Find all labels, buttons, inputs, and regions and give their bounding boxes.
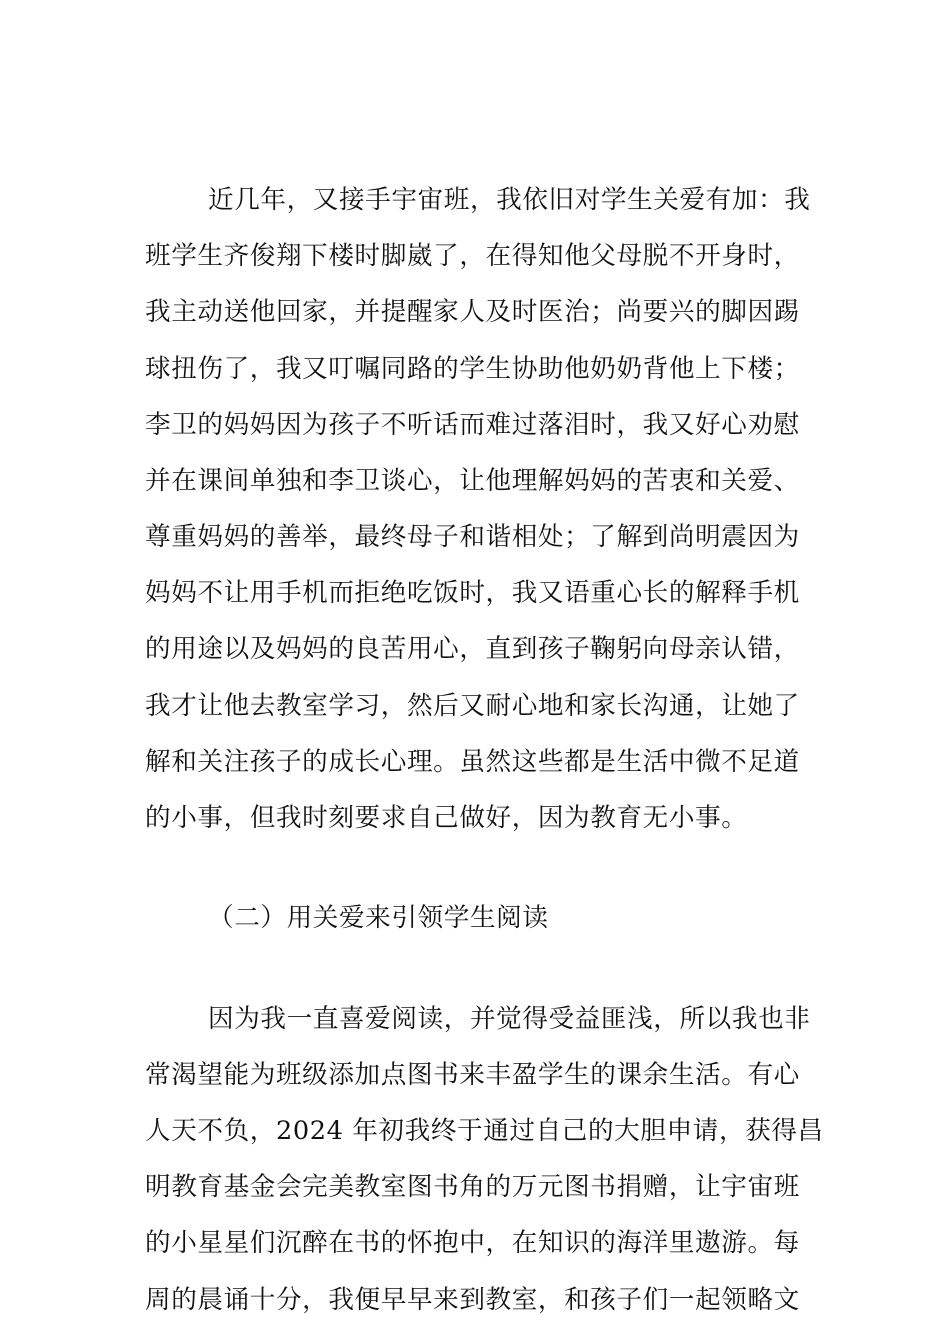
paragraph-2-line-3: 人天不负，2024 年初我终于通过自己的大胆申请，获得昌: [145, 1116, 824, 1146]
paragraph-1-line-9: 的用途以及妈妈的良苦用心，直到孩子鞠躬向母亲认错，: [145, 634, 800, 664]
paragraph-2-line-1: 因为我一直喜爱阅读，并觉得受益匪浅，所以我也非: [208, 1004, 811, 1034]
paragraph-1-line-8: 妈妈不让用手机而拒绝吃饭时，我又语重心长的解释手机: [145, 578, 800, 608]
paragraph-1-line-1: 近几年，又接手宇宙班，我依旧对学生关爱有加：我: [208, 185, 811, 215]
paragraph-2-line-2: 常渴望能为班级添加点图书来丰盈学生的课余生活。有心: [145, 1060, 800, 1090]
paragraph-1-line-7: 尊重妈妈的善举，最终母子和谐相处；了解到尚明震因为: [145, 522, 800, 552]
paragraph-1-line-10: 我才让他去教室学习，然后又耐心地和家长沟通，让她了: [145, 691, 800, 721]
paragraph-1-line-11: 解和关注孩子的成长心理。虽然这些都是生活中微不足道: [145, 747, 800, 777]
paragraph-1-line-3: 我主动送他回家，并提醒家人及时医治；尚要兴的脚因踢: [145, 297, 800, 327]
paragraph-1-line-5: 李卫的妈妈因为孩子不听话而难过落泪时，我又好心劝慰: [145, 410, 800, 440]
paragraph-2-line-5: 的小星星们沉醉在书的怀抱中，在知识的海洋里遨游。每: [145, 1228, 800, 1258]
paragraph-1-line-4: 球扭伤了，我又叮嘱同路的学生协助他奶奶背他上下楼；: [145, 354, 800, 384]
paragraph-1-line-12: 的小事，但我时刻要求自己做好，因为教育无小事。: [145, 803, 748, 833]
paragraph-1-line-2: 班学生齐俊翔下楼时脚崴了，在得知他父母脱不开身时，: [145, 241, 800, 271]
section-heading: （二）用关爱来引领学生阅读: [208, 903, 549, 933]
paragraph-1-line-6: 并在课间单独和李卫谈心，让他理解妈妈的苦衷和关爱、: [145, 466, 800, 496]
paragraph-2-line-6: 周的晨诵十分，我便早早来到教室，和孩子们一起领略文: [145, 1285, 800, 1315]
paragraph-2-line-4: 明教育基金会完美教室图书角的万元图书捐赠，让宇宙班: [145, 1172, 800, 1202]
